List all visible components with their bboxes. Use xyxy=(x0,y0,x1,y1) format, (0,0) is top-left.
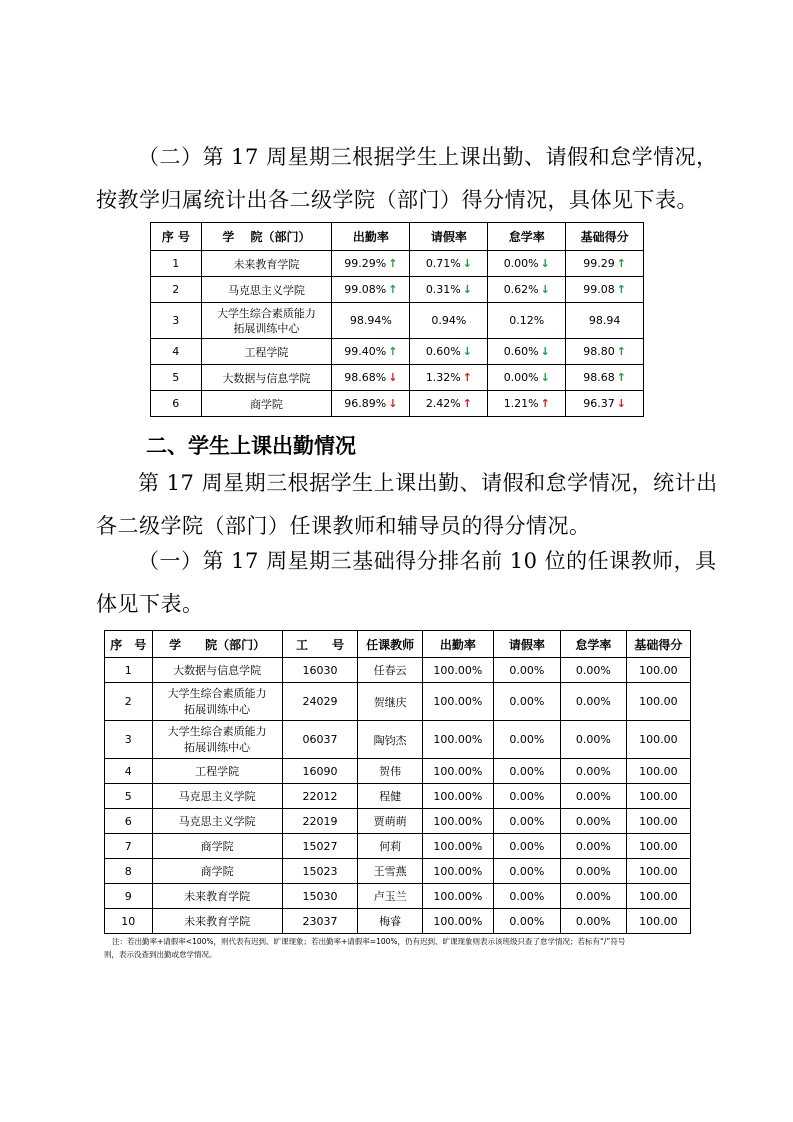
row-attendance-value: 99.40% xyxy=(344,345,387,358)
t2-row-no: 5 xyxy=(105,784,153,809)
row-truancy xyxy=(488,391,566,417)
college-line-1: 大学生综合素质能力 xyxy=(167,686,267,700)
t2-row-score: 100.00 xyxy=(626,658,690,683)
college-line-1: 大学生综合素质能力 xyxy=(167,724,267,738)
row-no xyxy=(151,251,202,277)
t2-row-teacher: 王雪燕 xyxy=(358,859,423,884)
t2-row-score: 100.00 xyxy=(626,809,690,834)
intro-line-1: （二）第 17 周星期三根据学生上课出勤、请假和怠学情况， xyxy=(138,145,718,169)
row-no-value: 4 xyxy=(172,345,180,358)
row-score xyxy=(566,391,644,417)
table1-row xyxy=(151,391,644,417)
row-attendance-value: 99.29% xyxy=(344,257,387,270)
arrow-up-icon: ↑ xyxy=(462,397,472,410)
arrow-down-icon: ↓ xyxy=(540,371,550,384)
t2-row-attendance: 100.00% xyxy=(422,909,493,934)
row-truancy xyxy=(488,303,566,339)
t2-row-id: 15027 xyxy=(282,834,357,859)
row-score-value: 96.37 xyxy=(583,397,615,410)
t2-row-score: 100.00 xyxy=(626,859,690,884)
arrow-down-icon: ↓ xyxy=(388,371,398,384)
footnote-line-1: 注：若出勤率+请假率<100%，则代表有迟到、旷课现象；若出勤率+请假率=100%，仍有迟到、旷课现象则表示该班级只查了怠学情况；若标有“/”符号 xyxy=(112,937,626,946)
t2-row-college xyxy=(152,809,282,834)
row-attendance xyxy=(332,365,410,391)
t2-row-teacher: 程健 xyxy=(358,784,423,809)
table2-row xyxy=(105,658,691,683)
subsection-line-1: （一）第 17 周星期三基础得分排名前 10 位的任课教师，具 xyxy=(138,549,717,573)
table2-row xyxy=(105,809,691,834)
intro-line-2: 按教学归属统计出各二级学院（部门）得分情况，具体见下表。 xyxy=(96,188,698,212)
college-line-2: 拓展训练中心 xyxy=(184,740,251,754)
table1-row xyxy=(151,277,644,303)
t2-row-leave: 0.00% xyxy=(493,784,560,809)
subsection-paragraph xyxy=(96,540,717,626)
t2-row-no: 8 xyxy=(105,859,153,884)
t2-row-teacher: 卢玉兰 xyxy=(358,884,423,909)
row-college xyxy=(201,339,332,365)
row-no xyxy=(151,391,202,417)
t2-header-id: 工 号 xyxy=(282,631,357,658)
row-score xyxy=(566,277,644,303)
arrow-down-icon: ↓ xyxy=(462,283,472,296)
t2-row-truancy: 0.00% xyxy=(561,909,627,934)
row-attendance xyxy=(332,251,410,277)
arrow-up-icon: ↑ xyxy=(462,371,472,384)
t2-row-teacher: 任春云 xyxy=(358,658,423,683)
t2-row-attendance: 100.00% xyxy=(422,721,493,759)
arrow-up-icon: ↑ xyxy=(616,283,626,296)
t2-row-no: 3 xyxy=(105,721,153,759)
t2-row-college xyxy=(152,909,282,934)
t2-row-attendance: 100.00% xyxy=(422,658,493,683)
t2-row-no: 9 xyxy=(105,884,153,909)
row-leave-value: 0.71% xyxy=(425,257,461,270)
t2-row-college xyxy=(152,834,282,859)
row-no xyxy=(151,339,202,365)
t2-row-college xyxy=(152,884,282,909)
t2-row-no: 4 xyxy=(105,759,153,784)
row-truancy-value: 1.21% xyxy=(503,397,539,410)
row-college-value: 工程学院 xyxy=(244,345,289,359)
t2-row-truancy: 0.00% xyxy=(561,859,627,884)
row-score-value: 98.68 xyxy=(583,371,615,384)
t2-row-no: 7 xyxy=(105,834,153,859)
t2-row-id: 06037 xyxy=(282,721,357,759)
arrow-up-icon: ↑ xyxy=(616,257,626,270)
row-truancy-value: 0.12% xyxy=(509,314,545,327)
t2-row-college xyxy=(152,784,282,809)
t2-row-score: 100.00 xyxy=(626,784,690,809)
college-line-1: 大数据与信息学院 xyxy=(173,664,262,677)
t2-row-truancy: 0.00% xyxy=(561,683,627,721)
row-score-value: 99.29 xyxy=(583,257,615,270)
t2-row-id: 24029 xyxy=(282,683,357,721)
row-score-value: 99.08 xyxy=(583,283,615,296)
table2-row xyxy=(105,834,691,859)
row-college xyxy=(201,277,332,303)
t2-header-teacher: 任课教师 xyxy=(358,631,423,658)
t2-row-no: 2 xyxy=(105,683,153,721)
row-leave xyxy=(410,339,488,365)
t2-header-attendance: 出勤率 xyxy=(422,631,493,658)
t2-row-score: 100.00 xyxy=(626,721,690,759)
t2-row-leave: 0.00% xyxy=(493,759,560,784)
arrow-down-icon: ↓ xyxy=(540,283,550,296)
t2-row-attendance: 100.00% xyxy=(422,834,493,859)
section-line-2: 各二级学院（部门）任课教师和辅导员的得分情况。 xyxy=(96,514,591,538)
t2-row-teacher: 陶钧杰 xyxy=(358,721,423,759)
row-score xyxy=(566,251,644,277)
t2-header-score: 基础得分 xyxy=(626,631,690,658)
row-truancy-value: 0.00% xyxy=(503,371,539,384)
t2-row-attendance: 100.00% xyxy=(422,683,493,721)
header-attendance: 出勤率 xyxy=(332,223,410,251)
row-truancy xyxy=(488,339,566,365)
t2-row-college xyxy=(152,658,282,683)
row-truancy xyxy=(488,365,566,391)
arrow-down-icon: ↓ xyxy=(462,345,472,358)
row-college-value: 未来教育学院 xyxy=(233,257,300,271)
row-leave-value: 0.31% xyxy=(425,283,461,296)
row-no xyxy=(151,303,202,339)
table2-row xyxy=(105,884,691,909)
row-leave xyxy=(410,365,488,391)
t2-row-no: 1 xyxy=(105,658,153,683)
row-truancy-value: 0.62% xyxy=(503,283,539,296)
t2-row-id: 23037 xyxy=(282,909,357,934)
table2-row xyxy=(105,909,691,934)
t2-row-leave: 0.00% xyxy=(493,834,560,859)
row-leave-value: 0.60% xyxy=(425,345,461,358)
row-no-value: 2 xyxy=(172,283,180,296)
t2-row-teacher: 贾萌萌 xyxy=(358,809,423,834)
t2-row-score: 100.00 xyxy=(626,909,690,934)
section-heading: 二、学生上课出勤情况 xyxy=(146,434,356,458)
row-attendance-value: 98.68% xyxy=(344,371,387,384)
arrow-up-icon: ↑ xyxy=(388,283,398,296)
header-leave: 请假率 xyxy=(410,223,488,251)
t2-row-college xyxy=(152,683,282,721)
t2-row-truancy: 0.00% xyxy=(561,834,627,859)
header-score: 基础得分 xyxy=(566,223,644,251)
row-attendance xyxy=(332,391,410,417)
table2-row xyxy=(105,759,691,784)
row-college xyxy=(201,365,332,391)
row-attendance xyxy=(332,303,410,339)
t2-row-score: 100.00 xyxy=(626,884,690,909)
t2-row-id: 15023 xyxy=(282,859,357,884)
t2-row-leave: 0.00% xyxy=(493,721,560,759)
college-line-1: 商学院 xyxy=(200,840,234,853)
section-line-1: 第 17 周星期三根据学生上课出勤、请假和怠学情况，统计出 xyxy=(138,471,718,495)
t2-header-college: 学 院（部门） xyxy=(152,631,282,658)
table1-row xyxy=(151,251,644,277)
t2-row-truancy: 0.00% xyxy=(561,784,627,809)
arrow-down-icon: ↓ xyxy=(388,397,398,410)
row-leave xyxy=(410,277,488,303)
row-leave xyxy=(410,391,488,417)
teacher-ranking-table xyxy=(104,630,691,934)
t2-row-attendance: 100.00% xyxy=(422,759,493,784)
section-paragraph xyxy=(96,462,718,548)
college-line-1: 工程学院 xyxy=(195,765,240,778)
arrow-up-icon: ↑ xyxy=(616,371,626,384)
row-college-value: 大数据与信息学院 xyxy=(222,371,311,385)
row-no xyxy=(151,365,202,391)
t2-row-truancy: 0.00% xyxy=(561,759,627,784)
t2-row-leave: 0.00% xyxy=(493,859,560,884)
header-no: 序 号 xyxy=(151,223,202,251)
subsection-line-2: 体见下表。 xyxy=(96,592,204,616)
t2-row-id: 16090 xyxy=(282,759,357,784)
t2-row-leave: 0.00% xyxy=(493,909,560,934)
row-score-value: 98.80 xyxy=(583,345,615,358)
college-line-2: 拓展训练中心 xyxy=(233,321,300,335)
t2-row-no: 6 xyxy=(105,809,153,834)
college-line-1: 商学院 xyxy=(200,865,234,878)
row-score xyxy=(566,365,644,391)
table2-row xyxy=(105,721,691,759)
header-truancy: 怠学率 xyxy=(488,223,566,251)
t2-row-teacher: 何莉 xyxy=(358,834,423,859)
t2-row-truancy: 0.00% xyxy=(561,721,627,759)
t2-row-no: 10 xyxy=(105,909,153,934)
t2-row-truancy: 0.00% xyxy=(561,809,627,834)
t2-row-truancy: 0.00% xyxy=(561,658,627,683)
row-score-value: 98.94 xyxy=(588,314,621,327)
table1-row xyxy=(151,339,644,365)
college-line-1: 大学生综合素质能力 xyxy=(216,306,316,320)
t2-row-score: 100.00 xyxy=(626,834,690,859)
row-leave xyxy=(410,251,488,277)
arrow-down-icon: ↓ xyxy=(540,257,550,270)
t2-row-attendance: 100.00% xyxy=(422,784,493,809)
college-line-2: 拓展训练中心 xyxy=(184,702,251,716)
arrow-up-icon: ↑ xyxy=(388,257,398,270)
t2-header-no: 序 号 xyxy=(105,631,153,658)
arrow-down-icon: ↓ xyxy=(616,397,626,410)
row-score xyxy=(566,339,644,365)
row-truancy-value: 0.00% xyxy=(503,257,539,270)
row-truancy-value: 0.60% xyxy=(503,345,539,358)
t2-row-teacher: 梅睿 xyxy=(358,909,423,934)
t2-row-leave: 0.00% xyxy=(493,683,560,721)
arrow-down-icon: ↓ xyxy=(462,257,472,270)
row-college xyxy=(201,303,332,339)
table2-row xyxy=(105,683,691,721)
row-no-value: 5 xyxy=(172,371,180,384)
t2-row-leave: 0.00% xyxy=(493,809,560,834)
row-attendance xyxy=(332,277,410,303)
table1-row xyxy=(151,303,644,339)
table2-row xyxy=(105,859,691,884)
row-leave-value: 1.32% xyxy=(425,371,461,384)
college-line-1: 未来教育学院 xyxy=(184,915,251,928)
t2-row-leave: 0.00% xyxy=(493,884,560,909)
row-college xyxy=(201,391,332,417)
row-leave-value: 0.94% xyxy=(431,314,467,327)
t2-row-attendance: 100.00% xyxy=(422,884,493,909)
t2-row-id: 22012 xyxy=(282,784,357,809)
t2-row-teacher: 贺继庆 xyxy=(358,683,423,721)
t2-row-id: 15030 xyxy=(282,884,357,909)
row-no-value: 3 xyxy=(172,314,180,327)
t2-row-teacher: 贺伟 xyxy=(358,759,423,784)
t2-row-college xyxy=(152,859,282,884)
row-attendance-value: 96.89% xyxy=(344,397,387,410)
college-line-1: 马克思主义学院 xyxy=(178,815,256,828)
row-attendance-value: 99.08% xyxy=(344,283,387,296)
t2-row-leave: 0.00% xyxy=(493,658,560,683)
arrow-up-icon: ↑ xyxy=(540,397,550,410)
arrow-down-icon: ↓ xyxy=(540,345,550,358)
row-college-value: 马克思主义学院 xyxy=(227,283,305,297)
row-score xyxy=(566,303,644,339)
t2-row-truancy: 0.00% xyxy=(561,884,627,909)
intro-paragraph xyxy=(96,136,718,222)
row-no xyxy=(151,277,202,303)
table2-header-row xyxy=(105,631,691,658)
table1-header-row xyxy=(151,223,644,251)
table2-row xyxy=(105,784,691,809)
footnote-line-2: 则，表示没查到出勤或怠学情况。 xyxy=(104,950,217,959)
college-score-table xyxy=(150,222,644,417)
t2-row-score: 100.00 xyxy=(626,759,690,784)
t2-header-truancy: 怠学率 xyxy=(561,631,627,658)
arrow-up-icon: ↑ xyxy=(388,345,398,358)
row-attendance xyxy=(332,339,410,365)
t2-row-id: 22019 xyxy=(282,809,357,834)
footnote xyxy=(104,935,712,961)
college-line-1: 马克思主义学院 xyxy=(178,790,256,803)
t2-header-leave: 请假率 xyxy=(493,631,560,658)
t2-row-attendance: 100.00% xyxy=(422,809,493,834)
arrow-up-icon: ↑ xyxy=(616,345,626,358)
row-no-value: 6 xyxy=(172,397,180,410)
row-leave-value: 2.42% xyxy=(425,397,461,410)
row-leave xyxy=(410,303,488,339)
row-college xyxy=(201,251,332,277)
row-truancy xyxy=(488,277,566,303)
header-college: 学 院（部门） xyxy=(201,223,332,251)
t2-row-id: 16030 xyxy=(282,658,357,683)
t2-row-attendance: 100.00% xyxy=(422,859,493,884)
row-college-value: 商学院 xyxy=(249,397,283,411)
t2-row-college xyxy=(152,759,282,784)
college-line-1: 未来教育学院 xyxy=(184,890,251,903)
t2-row-score: 100.00 xyxy=(626,683,690,721)
row-no-value: 1 xyxy=(172,257,180,270)
row-truancy xyxy=(488,251,566,277)
t2-row-college xyxy=(152,721,282,759)
table1-row xyxy=(151,365,644,391)
row-attendance-value: 98.94% xyxy=(349,314,392,327)
